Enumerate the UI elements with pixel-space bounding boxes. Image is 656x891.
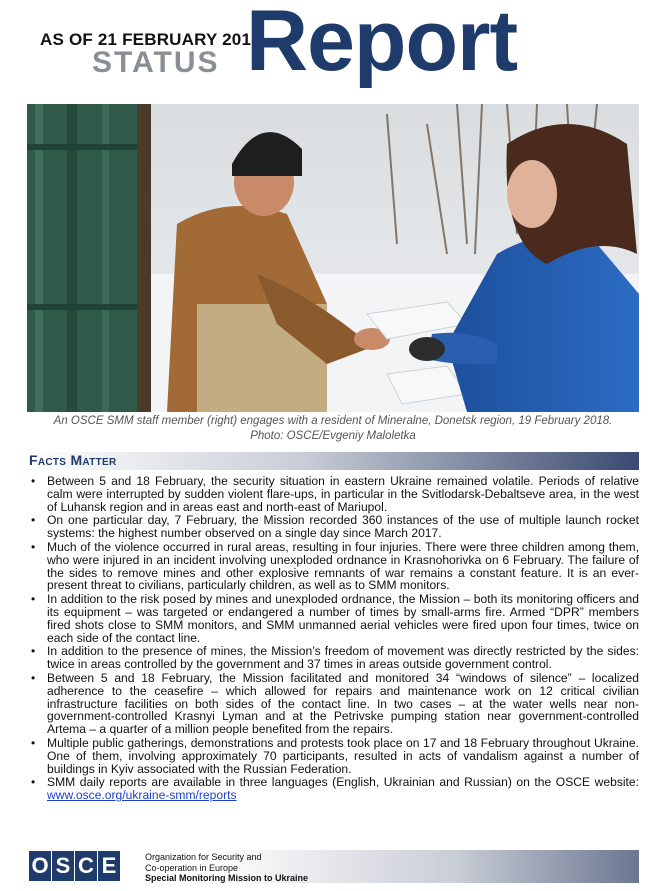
list-item: • In addition to the risk posed by mines and unexploded ordnance, the Mission – both its monitoring officers and its equipment – was targeted or endangered a number of times by small-arms fire. Armed “DPR” members fired shots close to SMM monitors, and SMM unmanned aerial vehicles were fired upon four times, twice on each side of the contact line.: [27, 593, 639, 644]
list-item: • Multiple public gatherings, demonstrations and protests took place on 17 and 18 February throughout Ukraine. One of them, involving approximately 70 participants, resulted in acts of vandalism against a number of buildings in Kyiv associated with the Russian Federation.: [27, 737, 639, 775]
list-item-reports: [27, 776, 639, 802]
logo-letter: O: [29, 851, 51, 881]
list-item: • Between 5 and 18 February, the security situation in eastern Ukraine remained volatile. Periods of relative calm were interrupted by sudden violent flare-ups, in particular in the Svitlodarsk-Debaltseve area, in the west of Luhansk region and in areas east and north-east of Mariupol.: [27, 475, 639, 513]
reports-link[interactable]: www.osce.org/ukraine-smm/reports: [47, 788, 237, 803]
org-line-2: Co-operation in Europe: [145, 862, 239, 873]
list-item: • Between 5 and 18 February, the Mission facilitated and monitored 34 “windows of silence” – localized adherence to the ceasefire – which allowed for repairs and maintenance work on 12 critical civilian infrastructure facilities on both sides of the contact line. In two cases – at the water wells near non-government-controlled Krasnyi Lyman and at the Petrivske pumping station near government-controlled Artema – a quarter of a million people benefited from the repairs.: [27, 672, 639, 736]
report-title: Report: [246, 0, 518, 89]
photo-caption: [27, 414, 639, 444]
caption-line-2: Photo: OSCE/Evgeniy Maloletka: [250, 430, 416, 442]
list-item: • Much of the violence occurred in rural areas, resulting in four injuries. There were three children among them, who were injured in an incident involving unexploded ordnance in Krasnohorivka on 6 February. The failure of the sides to remove mines and other explosive remnants of war remains a constant feature. It is an ever-present threat to civilians, particularly children, as well as to SMM monitors.: [27, 541, 639, 592]
as-of-date: AS OF 21 FEBRUARY 2018: [40, 30, 261, 49]
logo-letter: C: [75, 851, 97, 881]
logo-letter: E: [98, 851, 120, 881]
facts-list: [27, 475, 639, 803]
reports-text: SMM daily reports are available in three languages (English, Ukrainian and Russian) on the OSCE website:: [47, 775, 639, 790]
caption-line-1: An OSCE SMM staff member (right) engages with a resident of Mineralne, Donetsk region, 19 February 2018.: [53, 415, 613, 427]
logo-letter: S: [52, 851, 74, 881]
osce-logo: [29, 851, 121, 881]
facts-header-bar: [27, 452, 639, 470]
status-label: STATUS: [92, 46, 220, 79]
list-item: • On one particular day, 7 February, the Mission recorded 360 instances of the use of multiple launch rocket systems: the highest number observed on a single day since March 2017.: [27, 514, 639, 540]
list-item: • In addition to the presence of mines, the Mission’s freedom of movement was directly restricted by the sides: twice in areas controlled by the government and 37 times in areas outside government control.: [27, 645, 639, 671]
cover-photo: [27, 104, 639, 412]
org-line-3: Special Monitoring Mission to Ukraine: [145, 873, 309, 883]
org-line-1: Organization for Security and: [145, 852, 262, 862]
org-name: [145, 852, 308, 884]
facts-heading: Facts Matter: [29, 452, 117, 468]
